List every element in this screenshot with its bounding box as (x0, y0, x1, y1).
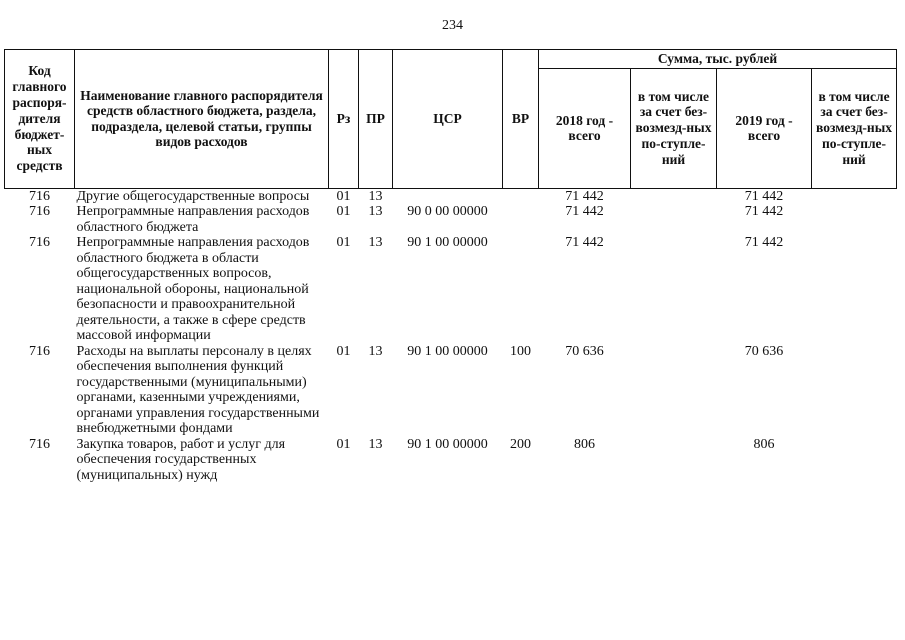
cell-2019-incl (812, 437, 897, 484)
cell-2018-incl (631, 437, 717, 484)
cell-2019-incl (812, 204, 897, 235)
cell-kod: 716 (29, 436, 50, 452)
header-2019-incl: в том числе за счет без-возмезд-ных по-ступле-ний (812, 68, 897, 188)
table-row (5, 204, 897, 235)
cell-name: Расходы на выплаты персоналу в целях обеспечения выполнения функций государственными (муниципальными) органами, казенными учреждениями, органами управления государственными внебюджетными фондами (76, 343, 320, 436)
cell-2018-incl (631, 235, 717, 344)
cell-2018-total: 70 636 (565, 343, 604, 359)
table-row (5, 437, 897, 484)
cell-pr: 13 (368, 188, 383, 204)
cell-2019-total: 70 636 (744, 343, 784, 359)
header-summa: Сумма, тыс. рублей (539, 50, 897, 69)
header-rz: Рз (329, 50, 359, 189)
page-number: 234 (442, 18, 463, 33)
cell-kod: 716 (29, 343, 50, 359)
cell-2019-total: 71 442 (744, 204, 784, 219)
cell-vr (503, 188, 539, 204)
table-row (5, 188, 897, 204)
cell-name: Закупка товаров, работ и услуг для обеспечения государственных (муниципальных) нужд (76, 436, 286, 483)
cell-csr: 90 1 00 00000 (407, 235, 488, 250)
cell-csr: 90 0 00 00000 (407, 204, 488, 219)
cell-csr: 90 1 00 00000 (407, 436, 488, 452)
cell-rz: 01 (336, 204, 351, 219)
cell-name: Другие общегосударственные вопросы (76, 188, 310, 204)
cell-pr: 13 (368, 204, 383, 219)
header-name: Наименование главного распорядителя средств областного бюджета, раздела, подраздела, целевой статьи, группы видов расходов (75, 50, 329, 189)
cell-csr: 90 1 00 00000 (407, 343, 488, 359)
cell-2018-total: 71 442 (565, 235, 604, 250)
header-kod: Код главного распоря-дителя бюджет-ных средств (5, 50, 75, 189)
budget-table (4, 49, 897, 483)
cell-rz: 01 (336, 343, 351, 359)
header-row-1 (5, 50, 897, 69)
cell-kod: 716 (29, 188, 50, 204)
cell-rz: 01 (336, 188, 351, 204)
header-2019-total: 2019 год - всего (717, 68, 812, 188)
cell-rz: 01 (336, 436, 351, 452)
header-pr: ПР (359, 50, 393, 189)
table-row (5, 344, 897, 437)
cell-2018-total: 71 442 (565, 188, 604, 204)
header-csr: ЦСР (393, 50, 503, 189)
table-row (5, 235, 897, 344)
cell-2018-total: 71 442 (565, 204, 604, 219)
cell-2019-total: 71 442 (744, 188, 784, 204)
cell-2018-incl (631, 188, 717, 204)
header-vr: ВР (503, 50, 539, 189)
cell-pr: 13 (368, 235, 383, 250)
cell-pr: 13 (368, 343, 383, 359)
cell-2019-total: 71 442 (744, 235, 784, 250)
cell-2019-incl (812, 188, 897, 204)
cell-2018-total: 806 (574, 436, 595, 452)
cell-2019-incl (812, 344, 897, 437)
cell-2019-total: 806 (753, 436, 775, 452)
cell-name: Непрограммные направления расходов областного бюджета (76, 204, 310, 235)
cell-pr: 13 (368, 436, 383, 452)
cell-rz: 01 (336, 235, 351, 250)
header-2018-total: 2018 год - всего (539, 68, 631, 188)
cell-2018-incl (631, 344, 717, 437)
cell-vr (503, 235, 539, 344)
cell-name: Непрограммные направления расходов областного бюджета в области общегосударственных вопросов, национальной обороны, национальной безопасности и правоохранительной деятельности, а также в сфере средств массовой информации (76, 235, 310, 343)
cell-vr: 100 (510, 343, 531, 359)
cell-kod: 716 (29, 235, 50, 250)
cell-csr (393, 188, 503, 204)
cell-vr: 200 (510, 436, 531, 452)
cell-kod: 716 (29, 204, 50, 219)
header-2018-incl: в том числе за счет без-возмезд-ных по-ступле-ний (631, 68, 717, 188)
cell-vr (503, 204, 539, 235)
cell-2019-incl (812, 235, 897, 344)
cell-2018-incl (631, 204, 717, 235)
